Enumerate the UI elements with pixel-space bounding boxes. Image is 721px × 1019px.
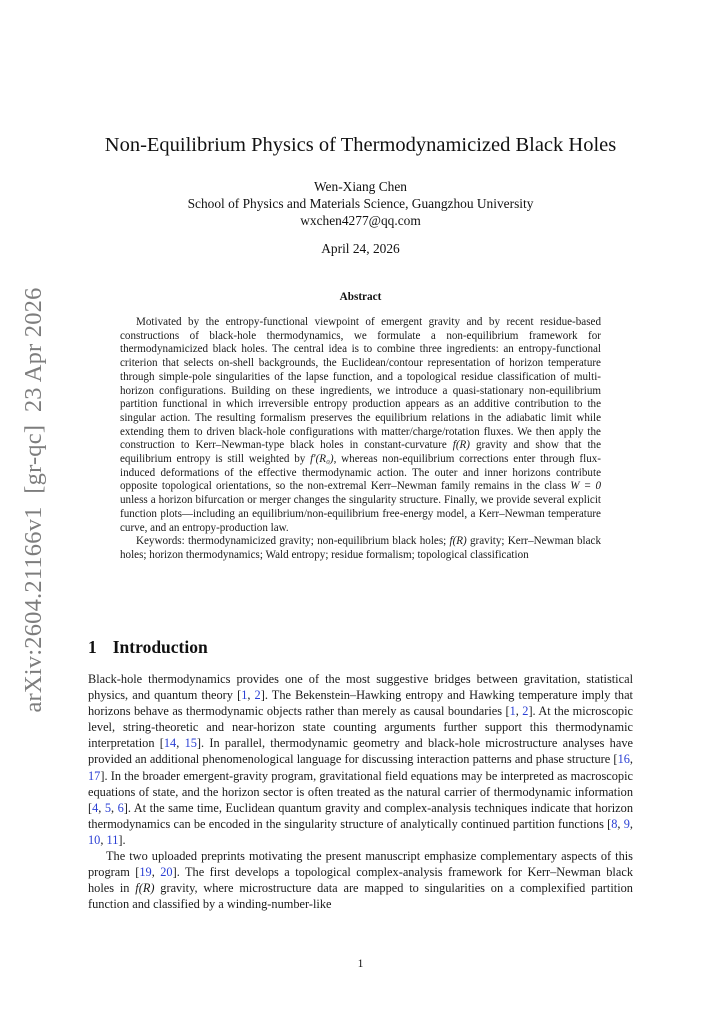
author-affiliation: School of Physics and Materials Science, Guangzhou University	[187, 196, 534, 211]
abstract-heading: Abstract	[339, 291, 382, 303]
introduction-body	[88, 671, 633, 912]
citation-link[interactable]: 1	[509, 704, 516, 719]
citation-link[interactable]: 14	[163, 736, 177, 751]
arxiv-stamp-text	[20, 287, 48, 712]
intro-paragraph-1: Black-hole thermodynamics provides one of the most suggestive bridges between gravitation, statistical physics, and quantum theory [1, 2]. The Bekenstein–Hawking entropy and Hawking temperature imply that horizons behave as thermodynamic objects rather than merely as causal boundaries [1, 2]. At the microscopic level, string-theoretic and near-horizon state counting arguments further support this thermodynamic interpretation [14, 15]. In parallel, thermodynamic geometry and black-hole microstructure analyses have provided an additional phenomenological language for discussing interaction patterns and phase structure [16, 17]. In the broader emergent-gravity program, gravitational field equations may be interpreted as macroscopic equations of state, and the horizon sector is often treated as the natural carrier of thermodynamic information [4, 5, 6]. At the same time, Euclidean quantum gravity and complex-analysis techniques indicate that horizon thermodynamics can be encoded in the singularity structure of analytically continued partition functions [8, 9, 10, 11].	[88, 672, 634, 847]
arxiv-category: [gr-qc]	[20, 424, 47, 494]
citation-link[interactable]: 1	[241, 688, 248, 703]
citation-link[interactable]: 5	[104, 800, 112, 815]
paper-date: April 24, 2026	[321, 241, 400, 256]
intro-paragraph-2: The two uploaded preprints motivating the present manuscript emphasize complementary aspects of this program [19, 20]. The first develops a topological complex-analysis framework for Kerr–Newman black holes in f(R) gravity, where microstructure data are mapped to singularities on a complexified partition function and classified by a winding-number-like	[88, 849, 633, 912]
abstract-body	[120, 316, 601, 563]
section-number: 1	[88, 637, 97, 657]
arxiv-sidebar-stamp	[14, 287, 54, 713]
arxiv-id: arXiv:2604.21166v1	[20, 506, 47, 713]
citation-link[interactable]: 9	[623, 816, 630, 831]
author-email: wxchen4277@qq.com	[300, 213, 421, 228]
section-title: Introduction	[112, 637, 208, 657]
abstract-paragraph: Motivated by the entropy-functional viewpoint of emergent gravity and by recent residue-based constructions of black-hole thermodynamics, we formulate a non-equilibrium framework for thermodynamicized black holes. The central idea is to combine three ingredients: an entropy-functional criterion that selects on-shell backgrounds, the Euclidean/contour representation of horizon temperature through simple-pole singularities of the lapse function, and a topological residue classification of multi-horizon configurations. Building on these ingredients, we introduce a quasi-stationary non-equilibrium partition functional in which irreversible entropy production appears as an additive contribution to the singular action. The resulting formalism preserves the equilibrium relations in the adiabatic limit while extending them to driven black-hole configurations with matter/charge/rotation fluxes. We then apply the construction to Kerr–Newman-type black holes in constant-curvature f(R) gravity and show that the equilibrium entropy is still weighted by f′(R₀), whereas non-equilibrium corrections enter through flux-induced deformations of the effective thermodynamic action. The outer and inner horizons contribute opposite topological orientations, so the non-extremal Kerr–Newman family remains in the class W = 0 unless a horizon bifurcation or merger changes the singularity structure. Finally, we provide several explicit function plots—including an equilibrium/non-equilibrium free-energy model, a Kerr–Newman temperature curve, and an entropy-production law.	[120, 316, 602, 534]
citation-link[interactable]: 16	[617, 752, 630, 767]
citation-link[interactable]: 19	[139, 865, 152, 880]
keywords: Keywords: thermodynamicized gravity; non-equilibrium black holes; f(R) gravity; Kerr–Newman black holes; horizon thermodynamics; Wald entropy; residue formalism; topological classification	[120, 535, 601, 561]
citation-link[interactable]: 17	[88, 768, 101, 783]
arxiv-date: 23 Apr 2026	[20, 287, 47, 413]
citation-link[interactable]: 20	[160, 865, 173, 880]
citation-link[interactable]: 11	[106, 832, 119, 847]
math-fR: f(R)	[135, 881, 155, 896]
citation-link[interactable]: 2	[522, 704, 529, 719]
math-fR: f(R)	[452, 439, 470, 452]
citation-link[interactable]: 6	[117, 800, 124, 815]
math-fprime: f′(R₀)	[310, 453, 334, 466]
citation-link[interactable]: 15	[184, 736, 197, 751]
section-heading-introduction	[88, 637, 208, 658]
citation-link[interactable]: 4	[92, 800, 99, 815]
paper-title: Non-Equilibrium Physics of Thermodynamicized Black Holes	[104, 134, 617, 156]
author-name: Wen-Xiang Chen	[313, 179, 407, 194]
citation-link[interactable]: 2	[254, 688, 261, 703]
page-number: 1	[357, 958, 364, 970]
math-w0: W = 0	[570, 480, 601, 493]
citation-link[interactable]: 8	[611, 816, 618, 831]
citation-link[interactable]: 10	[88, 832, 101, 847]
